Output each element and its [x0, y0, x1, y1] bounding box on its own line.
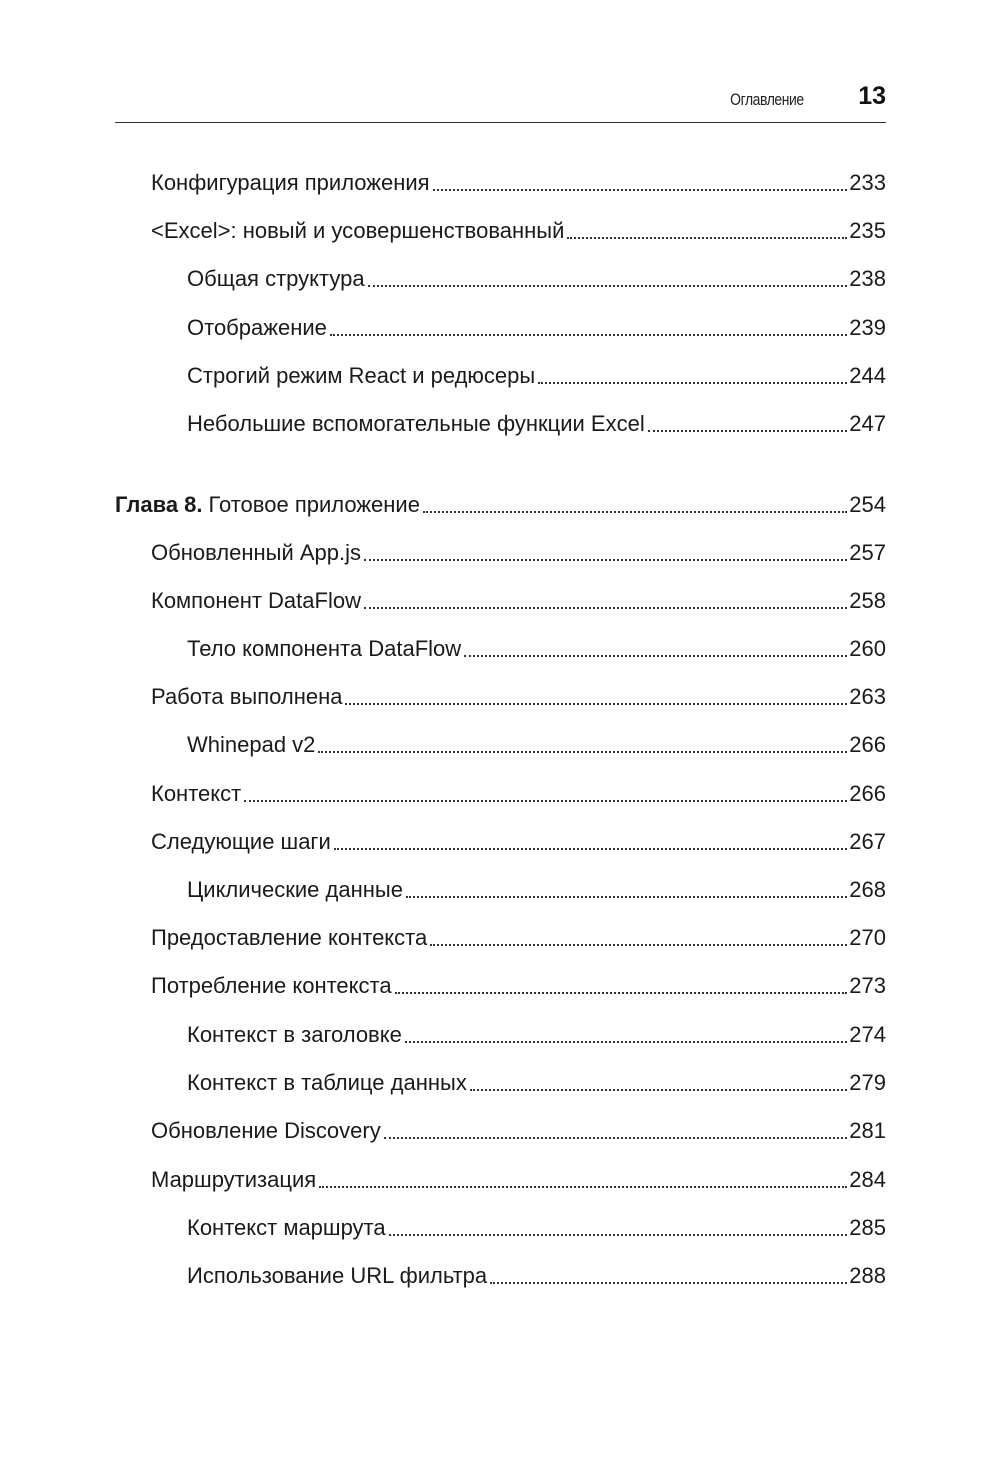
- dot-leader: [464, 632, 847, 666]
- entry-page-number: 235: [849, 218, 886, 243]
- dot-leader: [345, 680, 847, 714]
- dot-leader: [334, 825, 848, 859]
- dot-leader: [406, 873, 847, 907]
- entry-page-number: 260: [849, 636, 886, 661]
- toc-entry: [115, 407, 886, 441]
- entry-title: Использование URL фильтра: [187, 1263, 488, 1288]
- entry-page-number: 257: [849, 540, 886, 565]
- entry-title: <Excel>: новый и усовершенствованный: [151, 218, 565, 243]
- entry-page-number: 273: [849, 973, 886, 998]
- dot-leader: [470, 1066, 847, 1100]
- toc-entry: [115, 680, 886, 714]
- running-head: [115, 84, 886, 114]
- entry-page-number: 284: [849, 1167, 886, 1192]
- dot-leader: [648, 407, 848, 441]
- entry-page-number: 258: [849, 588, 886, 613]
- toc-entry: [115, 166, 886, 200]
- entry-title: Предоставление контекста: [151, 925, 428, 950]
- dot-leader: [423, 488, 847, 522]
- toc-entry: [115, 1259, 886, 1293]
- entry-page-number: 279: [849, 1070, 886, 1095]
- toc-entry: [115, 359, 886, 393]
- toc-entry: [115, 1211, 886, 1245]
- toc-entry: [115, 969, 886, 1003]
- entry-title: Строгий режим React и редюсеры: [187, 363, 536, 388]
- toc-entry: [115, 536, 886, 570]
- entry-title: Контекст маршрута: [187, 1215, 386, 1240]
- toc-chapter-entry: [115, 488, 886, 522]
- entry-page-number: 266: [849, 781, 886, 806]
- dot-leader: [405, 1018, 847, 1052]
- entry-title: Маршрутизация: [151, 1167, 317, 1192]
- toc-entry: [115, 584, 886, 618]
- entry-title: Обновление Discovery: [151, 1118, 381, 1143]
- entry-page-number: 267: [849, 829, 886, 854]
- entry-title: Общая структура: [187, 266, 365, 291]
- toc-entry: [115, 1114, 886, 1148]
- entry-title: Контекст в таблице данных: [187, 1070, 467, 1095]
- entry-title: Готовое приложение: [208, 492, 420, 517]
- entry-title: Тело компонента DataFlow: [187, 636, 462, 661]
- toc-entry: [115, 825, 886, 859]
- dot-leader: [395, 969, 848, 1003]
- toc-entry: [115, 1066, 886, 1100]
- entry-page-number: 247: [849, 411, 886, 436]
- entry-title: Работа выполнена: [151, 684, 343, 709]
- entry-title: Контекст: [151, 781, 242, 806]
- toc-entry: [115, 1018, 886, 1052]
- dot-leader: [244, 777, 847, 811]
- dot-leader: [490, 1259, 847, 1293]
- entry-page-number: 285: [849, 1215, 886, 1240]
- entry-title: Отображение: [187, 315, 327, 340]
- entry-page-number: 274: [849, 1022, 886, 1047]
- header-divider: [115, 122, 886, 123]
- dot-leader: [364, 536, 847, 570]
- entry-page-number: 244: [849, 363, 886, 388]
- dot-leader: [319, 1163, 847, 1197]
- dot-leader: [538, 359, 847, 393]
- toc-entry: [115, 632, 886, 666]
- entry-page-number: 281: [849, 1118, 886, 1143]
- dot-leader: [433, 166, 848, 200]
- entry-title: Обновленный App.js: [151, 540, 362, 565]
- entry-title: Конфигурация приложения: [151, 170, 430, 195]
- entry-title: Следующие шаги: [151, 829, 331, 854]
- entry-page-number: 266: [849, 732, 886, 757]
- dot-leader: [364, 584, 847, 618]
- toc-entry: [115, 214, 886, 248]
- toc-entry: [115, 777, 886, 811]
- dot-leader: [430, 921, 847, 955]
- entry-page-number: 270: [849, 925, 886, 950]
- entry-page-number: 233: [849, 170, 886, 195]
- entry-page-number: 268: [849, 877, 886, 902]
- dot-leader: [368, 262, 848, 296]
- entry-title: Небольшие вспомогательные функции Excel: [187, 411, 645, 436]
- dot-leader: [567, 214, 847, 248]
- toc-entry: [115, 728, 886, 762]
- toc-entry: [115, 311, 886, 345]
- dot-leader: [330, 311, 847, 345]
- entry-title: Потребление контекста: [151, 973, 392, 998]
- entry-page-number: 288: [849, 1263, 886, 1288]
- toc-entry: [115, 262, 886, 296]
- toc-entry: [115, 921, 886, 955]
- entry-title: Компонент DataFlow: [151, 588, 361, 613]
- entry-page-number: 263: [849, 684, 886, 709]
- dot-leader: [389, 1211, 848, 1245]
- entry-page-number: 238: [849, 266, 886, 291]
- dot-leader: [384, 1114, 848, 1148]
- running-title: Оглавление: [730, 90, 804, 109]
- entry-title: Whinepad v2: [187, 732, 316, 757]
- entry-title: Циклические данные: [187, 877, 403, 902]
- toc-entry: [115, 873, 886, 907]
- dot-leader: [318, 728, 847, 762]
- toc-entry: [115, 1163, 886, 1197]
- entry-page-number: 254: [849, 492, 886, 517]
- page-number: 13: [858, 82, 886, 110]
- entry-page-number: 239: [849, 315, 886, 340]
- chapter-label: Глава 8.: [115, 492, 203, 517]
- entry-title: Контекст в заголовке: [187, 1022, 402, 1047]
